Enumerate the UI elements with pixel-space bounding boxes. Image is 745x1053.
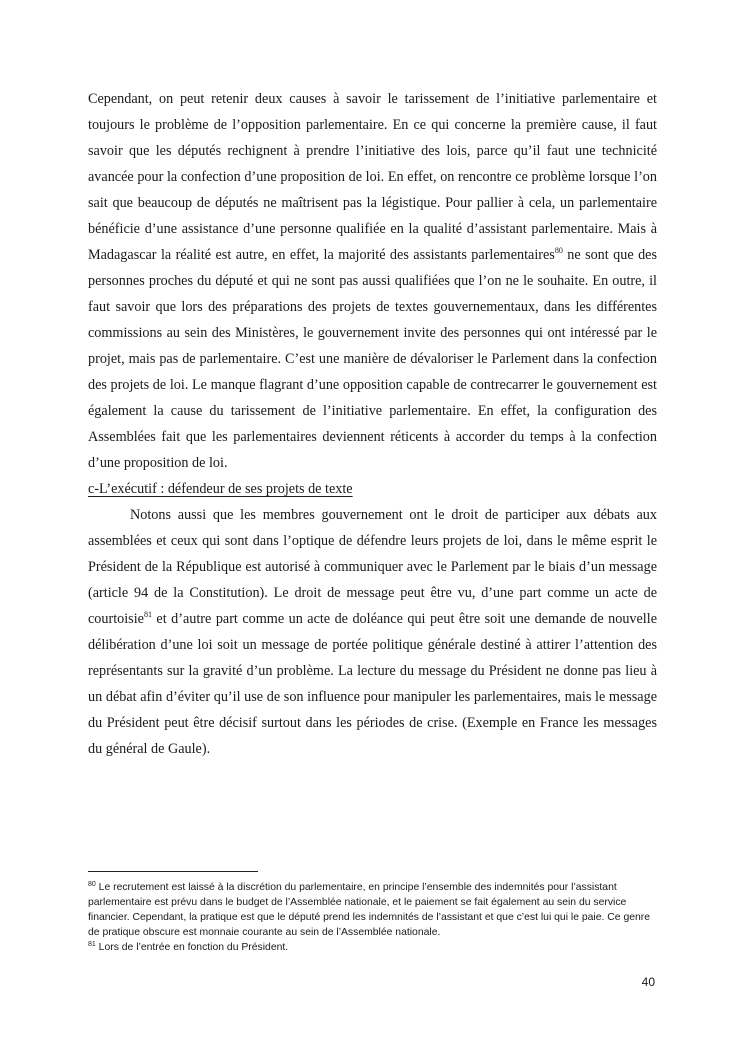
paragraph-2-text-a: Notons aussi que les membres gouvernement ont le droit de participer aux débats aux assemblées et ceux qui sont dans l’optique de défendre leurs projets de loi, dans le même esprit le Président de la République est autorisé à communiquer avec le Parlement par le biais d’un message (article 94 de la Constitution). Le droit de message peut être vu, d’une part comme un acte de courtoisie bbox=[88, 507, 657, 627]
paragraph-1-text-a: Cependant, on peut retenir deux causes à savoir le tarissement de l’initiative parlementaire et toujours le problème de l’opposition parlementaire. En ce qui concerne la première cause, il faut savoir que les députés rechignent à prendre l’initiative des lois, parce qu’il faut une technicité avancée pour la confection d’une proposition de loi. En effet, on rencontre ce problème lorsque l’on sait que beaucoup de députés ne maîtrisent pas la légistique. Pour pallier à cela, un parlementaire bénéficie d’une assistance d’une personne qualifiée en la qualité d’assistant parlementaire. Mais à Madagascar la réalité est autre, en effet, la majorité des assistants parlementaires bbox=[88, 91, 657, 263]
footnote-ref-81: 81 bbox=[143, 610, 152, 619]
footnotes bbox=[88, 880, 660, 955]
paragraph-1-text-b: ne sont que des personnes proches du député et qui ne sont pas aussi qualifiées que l’on ne le souhaite. En outre, il faut savoir que lors des préparations des projets de textes gouvernementaux, dans les différentes commissions au sein des Ministères, le gouvernement invite des personnes qui ont intéressé par le projet, mais pas de parlementaire. C’est une manière de dévaloriser le Parlement dans la confection des projets de loi. Le manque flagrant d’une opposition capable de contrecarrer le gouvernement est également la cause du tarissement de l’initiative parlementaire. En effet, la configuration des Assemblées fait que les parlementaires deviennent réticents à accorder du temps à la confection d’une proposition de loi. bbox=[88, 247, 657, 471]
footnote-text: Lors de l’entrée en fonction du Président. bbox=[95, 942, 289, 953]
footnote-text: Le recrutement est laissé à la discrétion du parlementaire, en principe l’ensemble des indemnités pour l’assistant parlementaire est prévu dans le budget de l’Assemblée nationale, et le paiement se fait également au sein du service financier. Cependant, la pratique est que le député prend les indemnités de l’assistant et que c’est lui qui le paie. Ce genre de pratique obscure est monnaie courante au sein de l’Assemblée nationale. bbox=[88, 882, 651, 938]
paragraph-2-text-b: et d’autre part comme un acte de doléance qui peut être soit une demande de nouvelle délibération d’une loi soit un message de portée politique générale destiné à attirer l’attention des représentants sur la gravité d’un problème. La lecture du message du Président ne donne pas lieu à un débat afin d’éviter qu’il use de son influence pour manipuler les parlementaires, mais le message du Président peut être décisif surtout dans les périodes de crise. (Exemple en France les messages du général de Gaule). bbox=[88, 611, 657, 757]
footnote-number: 81 bbox=[88, 941, 96, 948]
page-number: 40 bbox=[641, 975, 655, 989]
paragraph-1 bbox=[88, 86, 657, 476]
paragraph-2 bbox=[88, 502, 657, 762]
footnote-81 bbox=[88, 940, 660, 955]
section-heading: c-L’exécutif : défendeur de ses projets de texte bbox=[88, 481, 353, 497]
footnote-number: 80 bbox=[88, 881, 96, 888]
footnote-separator bbox=[88, 871, 258, 872]
footnote-80 bbox=[88, 880, 660, 940]
body-text bbox=[88, 86, 657, 762]
footnote-ref-80: 80 bbox=[554, 246, 563, 255]
